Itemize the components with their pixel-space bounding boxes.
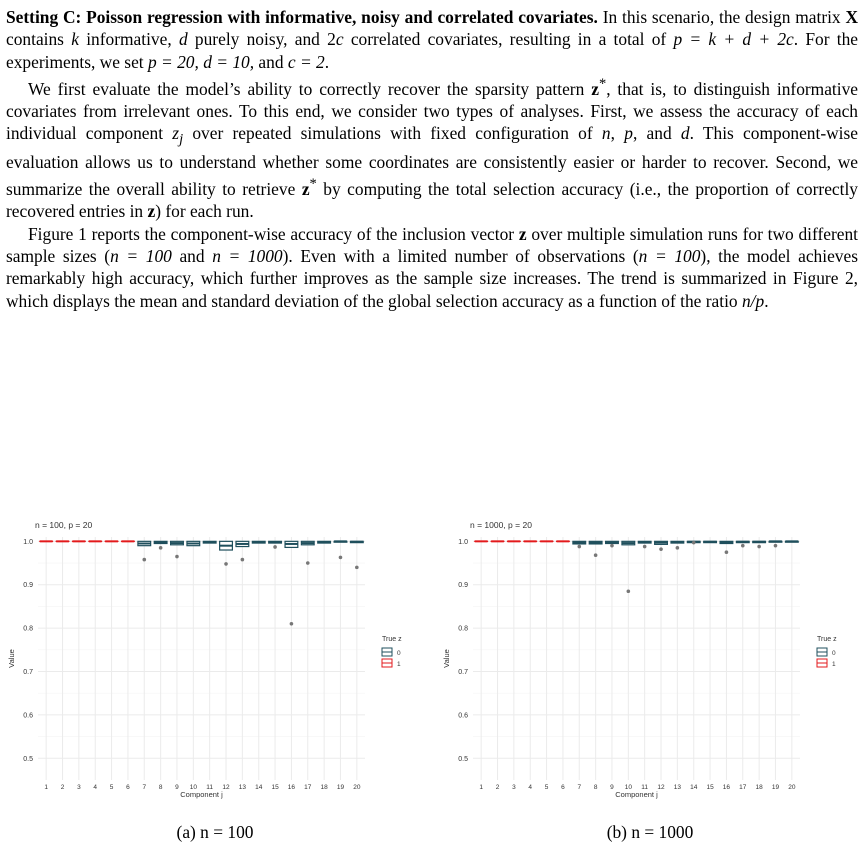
- math-z: z: [301, 179, 310, 200]
- x-tick-label: 10: [189, 784, 197, 791]
- math-eq: c = 2: [287, 51, 325, 72]
- text-run: and: [254, 51, 288, 72]
- text-run: correlated covariates, resulting in a total of: [343, 29, 674, 50]
- outlier-point: [594, 553, 598, 557]
- text-run: .: [324, 51, 330, 72]
- y-tick-label: 0.8: [23, 625, 33, 633]
- paragraph-3: [6, 223, 858, 312]
- x-tick-label: 7: [577, 784, 582, 791]
- outlier-point: [355, 566, 359, 570]
- x-tick-label: 12: [222, 784, 230, 791]
- x-tick-label: 5: [109, 784, 114, 791]
- text-run: contains: [6, 29, 72, 50]
- chart-title: n = 1000, p = 20: [470, 520, 532, 530]
- math-eq: n/p: [741, 290, 765, 311]
- outlier-point: [627, 589, 631, 593]
- text-run: informative,: [78, 29, 179, 50]
- text-run: Figure 1 reports the component-wise accuracy of the inclusion vector: [28, 223, 519, 244]
- x-tick-label: 3: [512, 784, 516, 791]
- text-run: ,: [610, 123, 625, 144]
- outlier-point: [241, 558, 245, 562]
- math-z: z: [591, 78, 599, 99]
- x-tick-label: 4: [528, 784, 533, 791]
- x-tick-label: 10: [624, 784, 632, 791]
- x-tick-label: 19: [771, 784, 780, 791]
- x-tick-label: 18: [320, 784, 328, 791]
- outlier-point: [290, 622, 294, 626]
- x-tick-label: 16: [722, 784, 731, 791]
- x-tick-label: 20: [788, 784, 796, 791]
- x-tick-label: 13: [673, 784, 681, 791]
- text-run: and: [171, 246, 213, 267]
- x-tick-label: 14: [255, 784, 263, 791]
- y-axis-label: Value: [442, 649, 451, 668]
- math-k: k: [71, 29, 79, 50]
- x-tick-label: 4: [93, 784, 98, 791]
- legend-label: 0: [832, 650, 836, 657]
- text-run: purely noisy, and 2: [187, 29, 336, 50]
- math-eq: n = 100: [638, 246, 701, 267]
- outlier-point: [774, 544, 778, 548]
- y-tick-label: 0.5: [23, 755, 33, 763]
- y-tick-label: 0.8: [458, 625, 468, 633]
- x-tick-label: 15: [706, 784, 714, 791]
- y-tick-label: 0.9: [23, 582, 33, 590]
- outlier-point: [676, 546, 680, 550]
- paragraph-1: [6, 6, 858, 73]
- x-tick-label: 11: [641, 784, 649, 791]
- math-z: z: [518, 223, 527, 244]
- math-eq: p = 20, d = 10,: [147, 51, 255, 72]
- x-tick-label: 6: [561, 784, 565, 791]
- text-run: . For the experiments, we set: [6, 29, 858, 72]
- y-tick-label: 1.0: [23, 538, 33, 546]
- legend-title: True z: [817, 636, 837, 643]
- text-run: In this scenario, the design matrix: [602, 7, 846, 27]
- y-tick-label: 0.6: [458, 712, 468, 720]
- x-tick-label: 6: [126, 784, 130, 791]
- text-run: over multiple simulation runs for two different sample sizes (: [6, 223, 859, 267]
- paragraph-2: [6, 73, 858, 223]
- figure-a: [0, 510, 430, 845]
- figure-caption-a: (a) n = 100: [176, 822, 254, 842]
- outlier-point: [692, 541, 696, 545]
- x-tick-label: 16: [287, 784, 296, 791]
- x-axis-label: Component j: [615, 790, 658, 799]
- text-run: , that is, to distinguish informative covariates from irrelevant ones. To this end, we consider two types of analyses. First, we assess the accuracy of each individual component: [6, 78, 859, 144]
- text-run: ). Even with a limited number of observations (: [282, 246, 639, 267]
- math-d: d: [178, 29, 188, 50]
- y-tick-label: 0.6: [23, 712, 33, 720]
- section-heading: Setting C: Poisson regression with informative, noisy and correlated covariates.: [6, 7, 598, 27]
- paper-body: [6, 6, 858, 312]
- outlier-point: [725, 550, 729, 554]
- legend-label: 0: [397, 650, 401, 657]
- math-star: *: [309, 176, 317, 193]
- text-run: , and: [632, 123, 681, 144]
- x-tick-label: 17: [739, 784, 747, 791]
- x-tick-label: 7: [142, 784, 147, 791]
- outlier-point: [339, 556, 343, 560]
- math-eq: p = k + d + 2c: [673, 29, 794, 50]
- outlier-point: [224, 562, 228, 566]
- outlier-point: [659, 547, 663, 551]
- outlier-point: [175, 555, 179, 559]
- outlier-point: [757, 545, 761, 549]
- x-tick-label: 15: [271, 784, 279, 791]
- text-run: . This component-wise evaluation allows us to understand whether some coordinates are consistently easier or harder to recover. Second, we summarize the overall ability to retrieve: [6, 123, 859, 200]
- text-run: .: [764, 290, 769, 311]
- text-run: We first evaluate the model’s ability to correctly recover the sparsity pattern: [28, 78, 592, 99]
- chart-title: n = 100, p = 20: [35, 520, 93, 530]
- x-tick-label: 1: [44, 784, 48, 791]
- outlier-point: [741, 544, 745, 548]
- figure-caption-b: (b) n = 1000: [606, 822, 694, 842]
- x-tick-label: 2: [60, 784, 65, 791]
- outlier-point: [610, 544, 614, 548]
- math-eq: n = 1000: [212, 246, 283, 267]
- legend-title: True z: [382, 636, 402, 643]
- x-tick-label: 19: [336, 784, 345, 791]
- y-tick-label: 0.9: [458, 582, 468, 590]
- math-n: n: [601, 123, 611, 144]
- x-axis-label: Component j: [180, 790, 223, 799]
- legend-label: 1: [832, 661, 836, 668]
- x-tick-label: 3: [77, 784, 81, 791]
- figure-b: [435, 510, 865, 845]
- math-zj: z: [172, 123, 180, 144]
- math-z: z: [147, 201, 156, 222]
- boxplot-chart-b: [435, 510, 865, 810]
- math-star: *: [598, 75, 607, 92]
- x-tick-label: 5: [544, 784, 549, 791]
- x-tick-label: 1: [479, 784, 483, 791]
- outlier-point: [577, 545, 581, 549]
- y-tick-label: 0.7: [458, 669, 468, 677]
- x-tick-label: 13: [238, 784, 246, 791]
- math-p: p: [624, 123, 633, 144]
- outlier-point: [142, 558, 146, 562]
- text-run: over repeated simulations with fixed configuration of: [183, 123, 602, 144]
- math-c: c: [335, 29, 344, 50]
- outlier-point: [273, 545, 277, 549]
- y-tick-label: 1.0: [458, 538, 468, 546]
- x-tick-label: 17: [304, 784, 312, 791]
- x-tick-label: 9: [610, 784, 614, 791]
- math-X: X: [845, 7, 858, 27]
- outlier-point: [159, 546, 163, 550]
- text-run: by computing the total selection accuracy (i.e., the proportion of correctly recovered entries in: [6, 179, 858, 222]
- outlier-point: [643, 545, 647, 549]
- math-d: d: [680, 123, 690, 144]
- x-tick-label: 18: [755, 784, 763, 791]
- x-tick-label: 8: [593, 784, 598, 791]
- text-run: ), the model achieves remarkably high accuracy, which further improves as the sample size increases. The trend is summarized in Figure 2, which displays the mean and standard deviation of the global selection accuracy as a function of the ratio: [6, 246, 858, 311]
- math-eq: n = 100: [110, 246, 172, 267]
- boxplot-chart-a: [0, 510, 430, 810]
- text-run: ) for each run.: [155, 201, 254, 222]
- x-tick-label: 2: [495, 784, 500, 791]
- x-tick-label: 14: [690, 784, 698, 791]
- math-j: j: [179, 131, 184, 148]
- legend-label: 1: [397, 661, 401, 668]
- x-tick-label: 9: [175, 784, 179, 791]
- x-tick-label: 12: [657, 784, 665, 791]
- y-tick-label: 0.5: [458, 755, 468, 763]
- x-tick-label: 20: [353, 784, 361, 791]
- outlier-point: [306, 561, 310, 565]
- y-tick-label: 0.7: [23, 669, 33, 677]
- x-tick-label: 8: [158, 784, 163, 791]
- x-tick-label: 11: [206, 784, 214, 791]
- y-axis-label: Value: [7, 649, 16, 668]
